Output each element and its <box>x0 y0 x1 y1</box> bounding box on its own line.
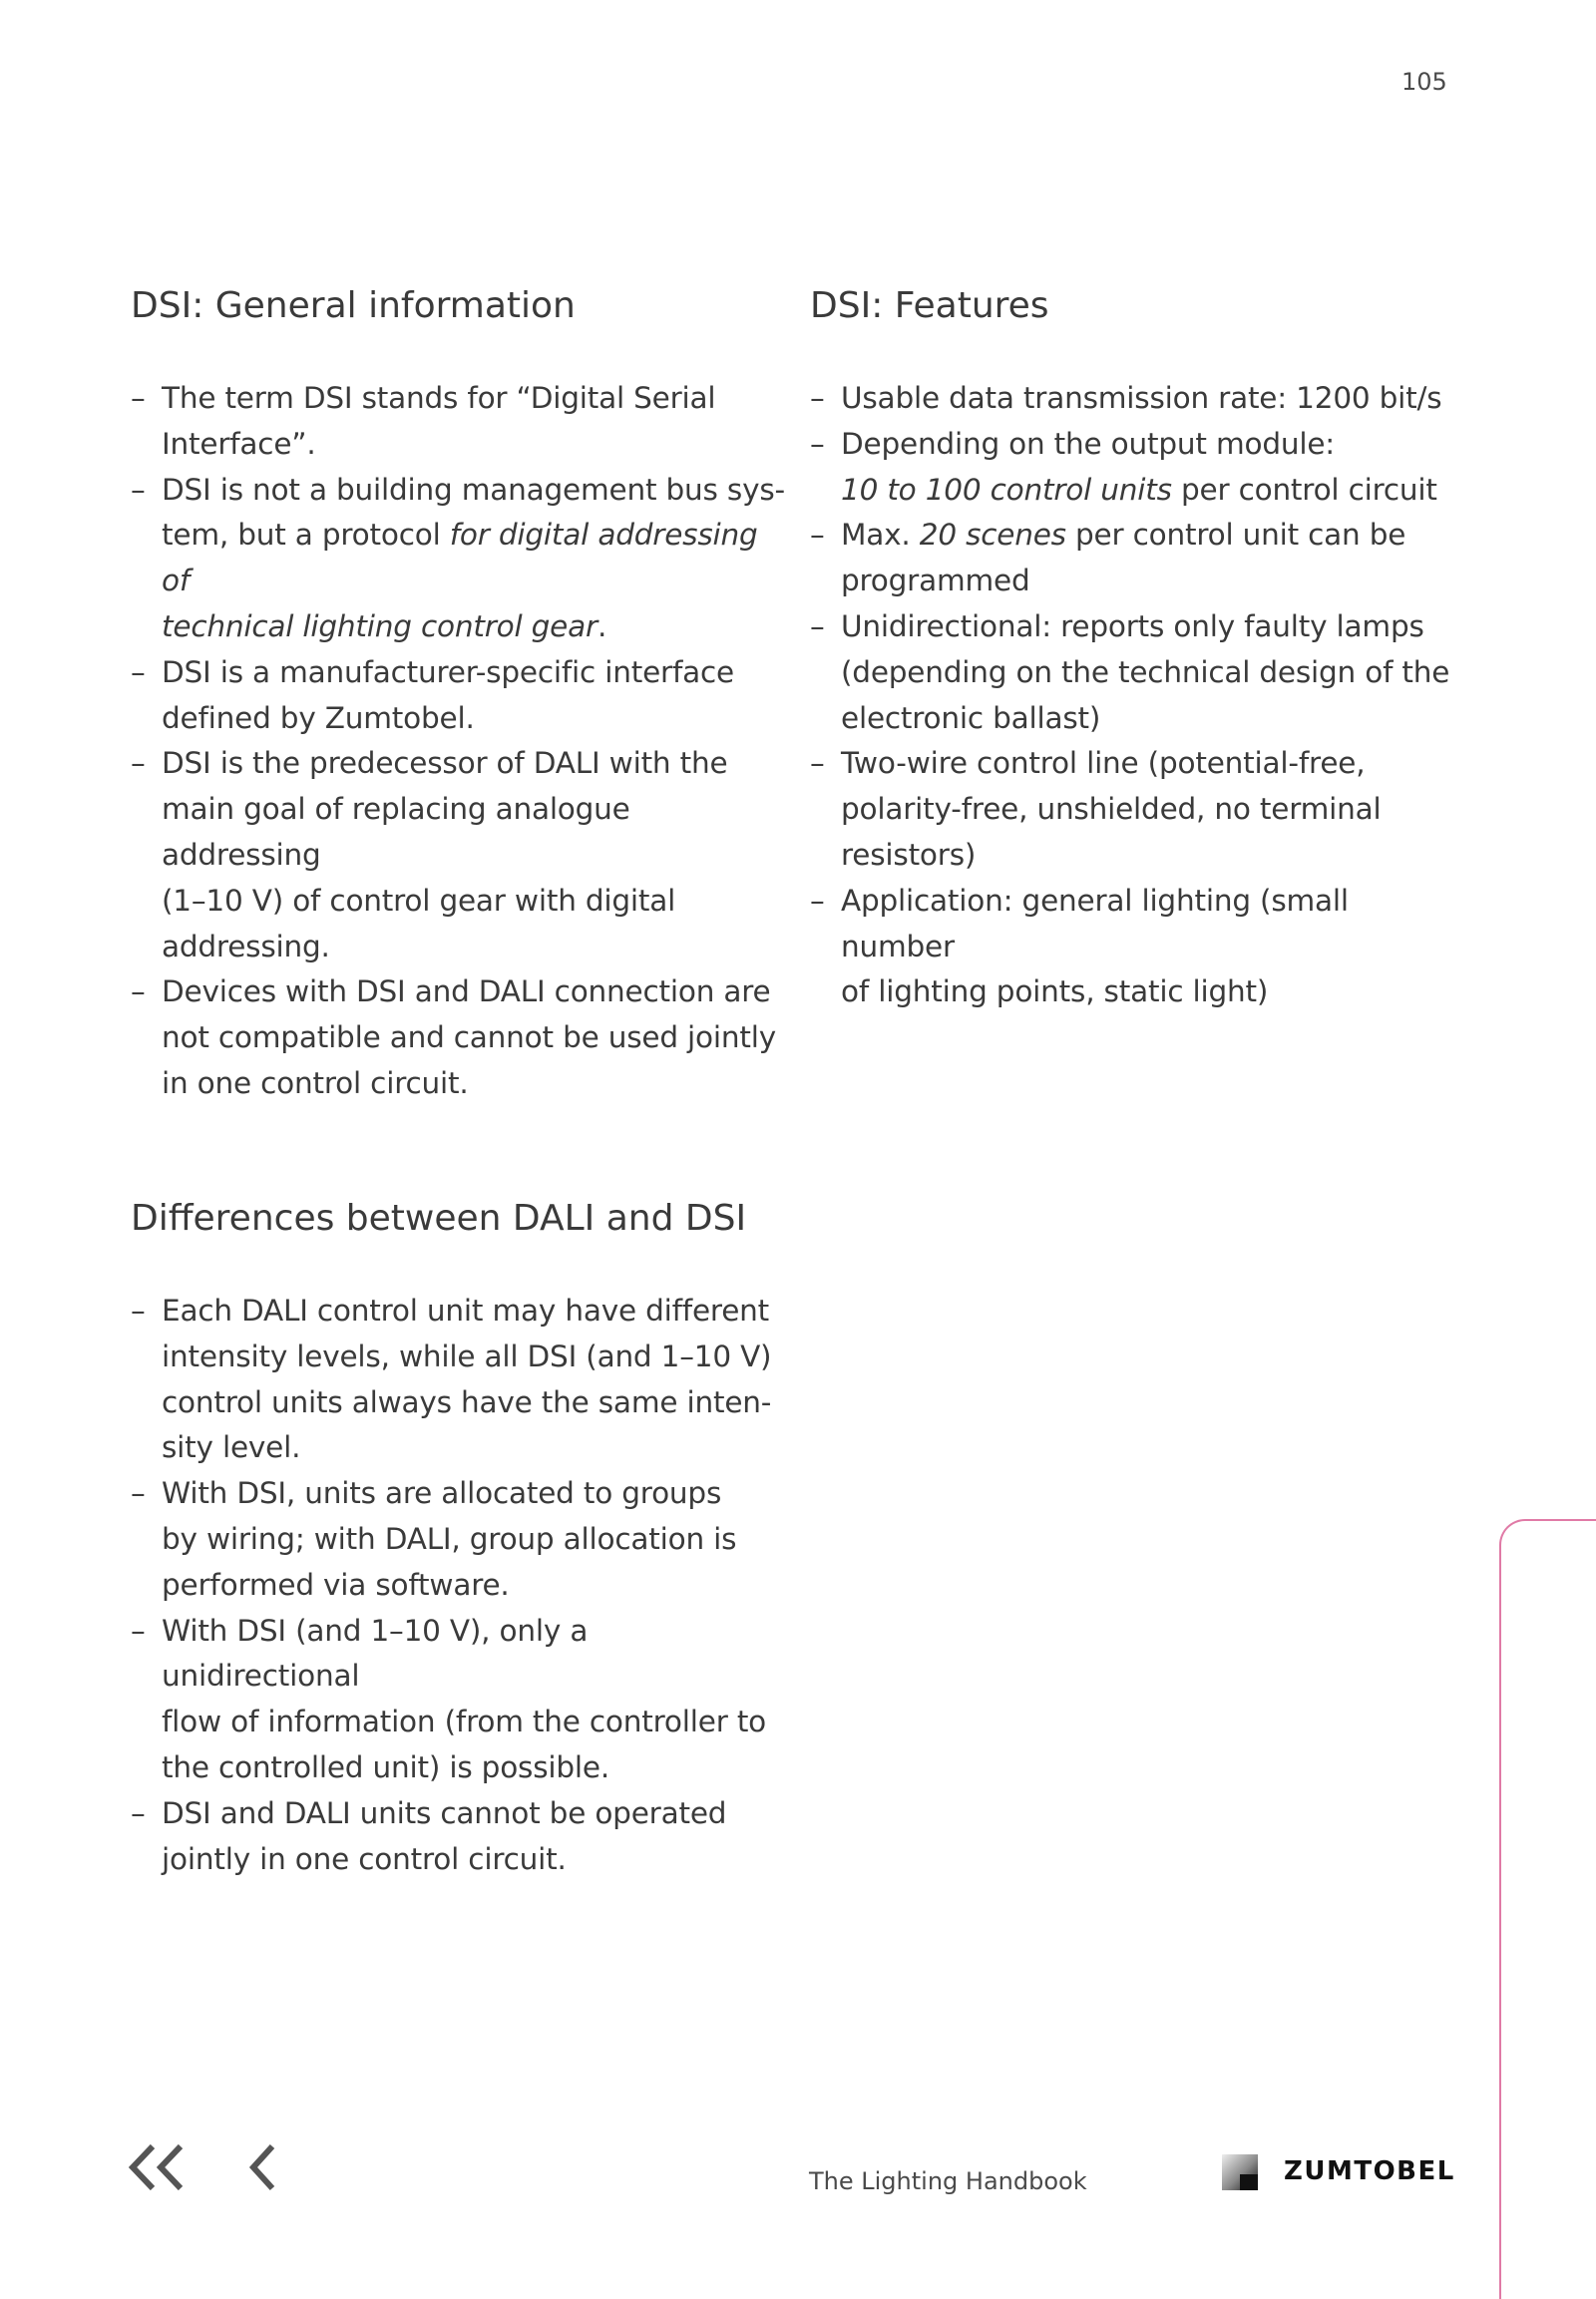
list-item-line <box>162 1563 789 1609</box>
text-run: resistors) <box>841 837 977 872</box>
chapter-tab-outline <box>1499 1519 1596 2299</box>
list-item-line <box>162 969 789 1015</box>
list-item-line <box>162 1380 789 1426</box>
text-run: per control circuit <box>1171 472 1437 507</box>
list-item <box>131 1609 789 1791</box>
text-run: (1–10 V) of control gear with digital <box>162 883 676 918</box>
text-run: Max. <box>841 518 920 553</box>
list-item-line <box>841 559 1468 604</box>
text-run: flow of information (from the controller to <box>162 1705 767 1739</box>
text-run: (depending on the technical design of the <box>841 654 1450 689</box>
text-run: main goal of replacing analogue addressing <box>162 792 630 872</box>
text-run: jointly in one control circuit. <box>162 1841 567 1876</box>
list-item-line <box>162 650 789 696</box>
list-item <box>131 1791 789 1883</box>
italic-text-run: technical lighting control gear <box>162 608 598 643</box>
list-item-line <box>162 1791 789 1837</box>
list-item-line <box>841 741 1468 787</box>
list-item-line <box>162 1289 789 1335</box>
list-item <box>131 468 789 650</box>
list-item-line <box>162 1471 789 1517</box>
list-item-line <box>162 1061 789 1107</box>
text-run: programmed <box>841 564 1030 598</box>
text-run: by wiring; with DALI, group allocation is <box>162 1521 737 1556</box>
footer-title: The Lighting Handbook <box>809 2167 1087 2195</box>
list-item-line <box>841 969 1468 1015</box>
list-item <box>131 1471 789 1608</box>
list-item-line <box>162 376 789 422</box>
text-run: per control unit can be <box>1065 518 1406 553</box>
list-item-line <box>162 1609 789 1701</box>
list-item-line <box>162 1745 789 1791</box>
double-chevron-left-icon <box>126 2142 188 2192</box>
bullet-list <box>131 376 789 1107</box>
list-item-line <box>162 1015 789 1061</box>
text-run: tem, but a protocol <box>162 518 450 553</box>
list-item-line <box>841 879 1468 970</box>
list-item-line <box>841 787 1468 833</box>
list-item-line <box>841 468 1468 514</box>
list-item-line <box>162 422 789 468</box>
italic-text-run: for digital addressing of <box>162 518 758 598</box>
list-item-line <box>162 1700 789 1745</box>
section-heading: Differences between DALI and DSI <box>131 1198 747 1239</box>
list-item-line <box>162 925 789 970</box>
list-item <box>131 1289 789 1471</box>
text-run: sity level. <box>162 1430 301 1465</box>
text-run: defined by Zumtobel. <box>162 700 475 735</box>
text-run: The term DSI stands for “Digital Serial <box>162 381 716 415</box>
list-item-line <box>841 422 1468 468</box>
list-item-line <box>841 376 1468 422</box>
text-run: performed via software. <box>162 1567 510 1602</box>
text-run: DSI is not a building management bus sys- <box>162 472 785 507</box>
list-item-line <box>162 741 789 787</box>
list-item-line <box>841 604 1468 650</box>
page-number: 105 <box>1401 68 1447 96</box>
italic-text-run: 20 scenes <box>919 518 1066 553</box>
text-run: addressing. <box>162 929 330 963</box>
text-run: not compatible and cannot be used jointly <box>162 1020 776 1055</box>
text-run: DSI is a manufacturer-specific interface <box>162 654 734 689</box>
text-run: Interface”. <box>162 426 316 461</box>
text-run: Two-wire control line (potential-free, <box>841 746 1366 781</box>
text-run: Usable data transmission rate: 1200 bit/s <box>841 381 1442 415</box>
list-item <box>810 879 1468 1015</box>
list-item-line <box>841 650 1468 696</box>
list-item-line <box>162 1335 789 1380</box>
text-run: . <box>597 608 607 643</box>
list-item-line <box>162 787 789 879</box>
list-item-line <box>162 604 789 650</box>
zumtobel-logo-mark-icon <box>1222 2154 1262 2194</box>
list-item <box>810 604 1468 741</box>
text-run: electronic ballast) <box>841 700 1101 735</box>
text-run: Each DALI control unit may have different <box>162 1294 770 1328</box>
text-run: Unidirectional: reports only faulty lamps <box>841 608 1424 643</box>
italic-text-run: 10 to 100 control units <box>841 472 1172 507</box>
text-run: Devices with DSI and DALI connection are <box>162 974 771 1009</box>
list-item-line <box>162 879 789 925</box>
logo-wordmark: ZUMTOBEL <box>1284 2156 1455 2186</box>
list-item-line <box>162 513 789 604</box>
text-run: Depending on the output module: <box>841 426 1336 461</box>
text-run: polarity-free, unshielded, no terminal <box>841 792 1382 827</box>
zumtobel-logo <box>1222 2154 1455 2194</box>
section-differences <box>131 1197 789 1882</box>
list-item <box>131 969 789 1106</box>
list-item <box>810 422 1468 514</box>
text-run: intensity levels, while all DSI (and 1–10 V) <box>162 1339 772 1373</box>
text-run: the controlled unit) is possible. <box>162 1749 610 1784</box>
list-item-line <box>841 696 1468 742</box>
section-features <box>810 284 1468 1015</box>
list-item <box>810 741 1468 878</box>
text-run: control units always have the same inten- <box>162 1384 772 1419</box>
text-run: of lighting points, static light) <box>841 974 1269 1009</box>
list-item <box>131 741 789 969</box>
list-item-line <box>841 513 1468 559</box>
text-run: With DSI (and 1–10 V), only a unidirectional <box>162 1613 589 1694</box>
section-heading: DSI: Features <box>810 285 1049 326</box>
list-item-line <box>841 833 1468 879</box>
list-item-line <box>162 1837 789 1883</box>
bullet-list <box>810 376 1468 1015</box>
list-item <box>131 376 789 468</box>
chevron-left-icon <box>245 2142 281 2192</box>
list-item-line <box>162 1425 789 1471</box>
list-item <box>810 513 1468 604</box>
section-heading: DSI: General information <box>131 285 576 326</box>
list-item-line <box>162 696 789 742</box>
bullet-list <box>131 1289 789 1882</box>
previous-page-button[interactable] <box>245 2142 281 2196</box>
text-run: in one control circuit. <box>162 1065 469 1100</box>
list-item-line <box>162 468 789 514</box>
list-item <box>131 650 789 742</box>
text-run: DSI and DALI units cannot be operated <box>162 1795 727 1830</box>
section-general-information <box>131 284 789 1107</box>
list-item <box>810 376 1468 422</box>
text-run: Application: general lighting (small number <box>841 883 1349 963</box>
text-run: With DSI, units are allocated to groups <box>162 1476 722 1511</box>
text-run: DSI is the predecessor of DALI with the <box>162 746 728 781</box>
list-item-line <box>162 1517 789 1563</box>
first-page-button[interactable] <box>126 2142 188 2196</box>
